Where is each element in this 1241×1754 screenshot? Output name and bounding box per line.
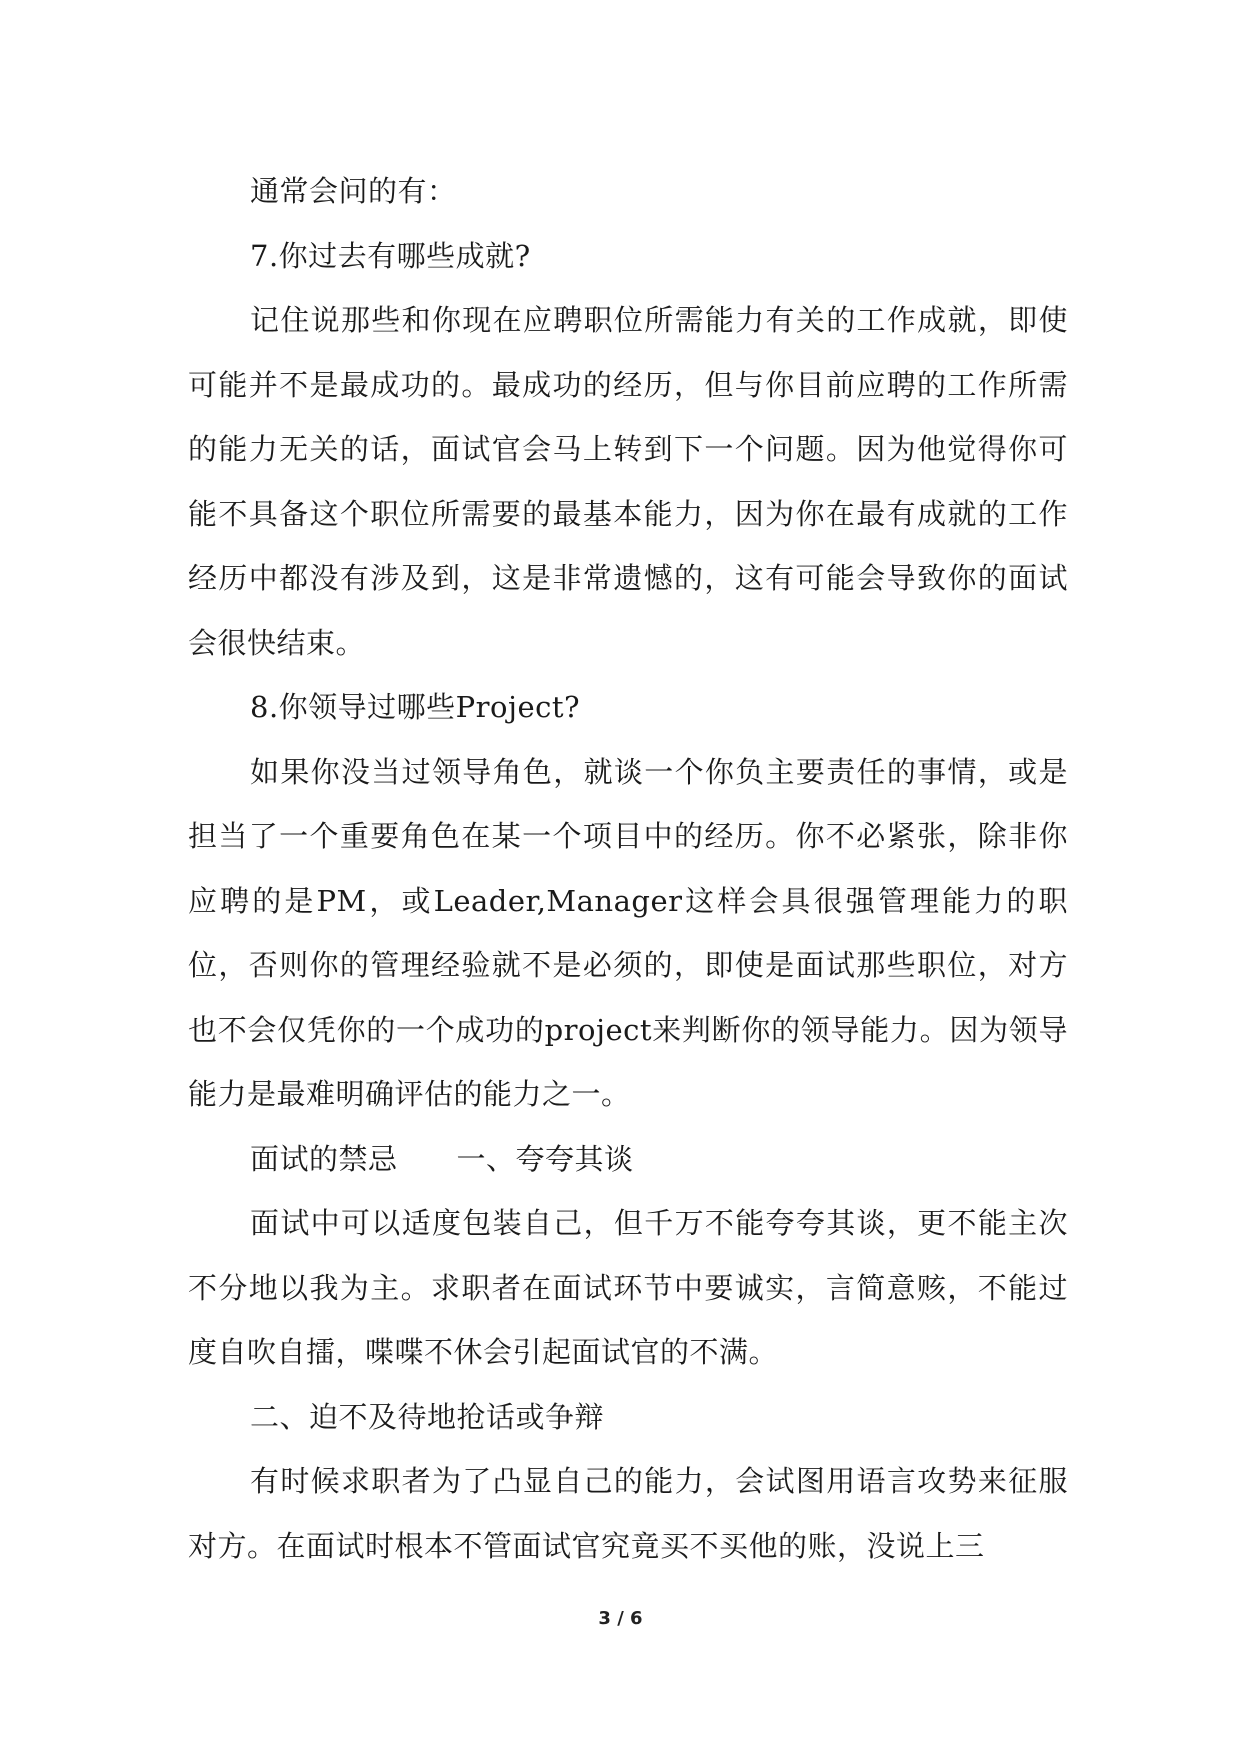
paragraph-achievements: 记住说那些和你现在应聘职位所需能力有关的工作成就，即使可能并不是最成功的。最成功的经历，但与你目前应聘的工作所需的能力无关的话，面试官会马上转到下一个问题。因为他觉得你可能不具备这个职位所需要的最基本能力，因为你在最有成就的工作经历中都没有涉及到，这是非常遗憾的，这有可能会导致你的面试会很快结束。 (188, 303, 1068, 660)
document-body (188, 159, 1068, 1578)
paragraph-leadership: 如果你没当过领导角色，就谈一个你负主要责任的事情，或是担当了一个重要角色在某一个项目中的经历。你不必紧张，除非你应聘的是PM，或Leader,Manager这样会具很强管理能力的职位，否则你的管理经验就不是必须的，即使是面试那些职位，对方也不会仅凭你的一个成功的project来判断你的领导能力。因为领导能力是最难明确评估的能力之一。 (188, 754, 1068, 1111)
paragraph-arguing: 有时候求职者为了凸显自己的能力，会试图用语言攻势来征服对方。在面试时根本不管面试官究竟买不买他的账，没说上三 (188, 1464, 1068, 1563)
taboo-section-heading: 面试的禁忌 一、夸夸其谈 (250, 1141, 634, 1176)
question-7-heading: 7.你过去有哪些成就? (250, 238, 531, 273)
paragraph-intro: 通常会问的有： (250, 174, 457, 208)
paragraph-boasting: 面试中可以适度包装自己，但千万不能夸夸其谈，更不能主次不分地以我为主。求职者在面试环节中要诚实，言简意赅，不能过度自吹自擂，喋喋不休会引起面试官的不满。 (188, 1206, 1068, 1369)
taboo-2-heading: 二、迫不及待地抢话或争辩 (250, 1399, 605, 1434)
question-8-heading: 8.你领导过哪些Project? (250, 690, 581, 724)
page-number: 3 / 6 (598, 1608, 643, 1629)
